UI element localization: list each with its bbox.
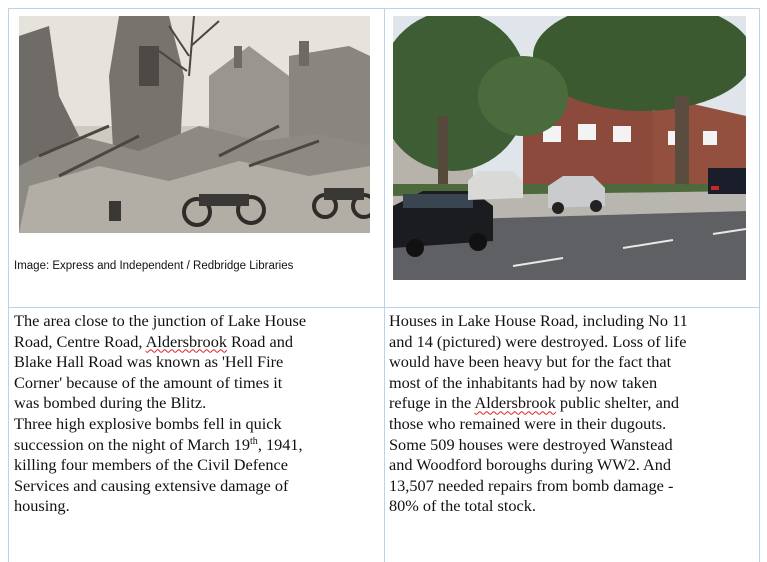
table-border-top <box>8 8 760 9</box>
left-line: Three high explosive bombs fell in quick <box>14 413 282 433</box>
left-line: succession on the night of March 19th, 1941, <box>14 434 303 454</box>
left-line: Blake Hall Road was known as 'Hell Fire <box>14 352 284 372</box>
left-line: killing four members of the Civil Defence <box>14 455 288 475</box>
historic-bomb-damage-photo <box>19 16 370 233</box>
table-row-divider <box>8 307 760 308</box>
ordinal-suffix: th <box>250 435 258 447</box>
right-description <box>389 311 688 517</box>
left-description <box>14 311 306 517</box>
left-line: Corner' because of the amount of times it <box>14 372 283 392</box>
spellcheck-word: Aldersbrook <box>474 393 556 413</box>
right-line: those who remained were in their dugouts. <box>389 413 667 433</box>
right-line: Some 509 houses were destroyed Wanstead <box>389 434 673 454</box>
modern-street-photo <box>393 16 746 280</box>
table-border-left <box>8 8 9 562</box>
left-line: Services and causing extensive damage of <box>14 475 289 495</box>
right-line: Houses in Lake House Road, including No 11 <box>389 311 688 330</box>
right-line: most of the inhabitants had by now taken <box>389 372 658 392</box>
spellcheck-word: Aldersbrook <box>145 331 227 351</box>
table-border-right <box>759 8 760 562</box>
left-line: The area close to the junction of Lake House <box>14 311 307 330</box>
image-credit-caption: Image: Express and Independent / Redbridge Libraries <box>14 260 294 272</box>
right-line: 13,507 needed repairs from bomb damage - <box>389 475 674 495</box>
right-line: would have been heavy but for the fact that <box>389 352 672 372</box>
left-line: was bombed during the Blitz. <box>14 393 207 413</box>
right-line: and 14 (pictured) were destroyed. Loss of life <box>389 331 687 351</box>
right-line: and Woodford boroughs during WW2. And <box>389 455 672 475</box>
right-line: 80% of the total stock. <box>389 496 536 516</box>
left-line: Road, Centre Road, Aldersbrook Road and <box>14 331 293 351</box>
table-divider-center <box>384 8 385 562</box>
right-line: refuge in the Aldersbrook public shelter, and <box>389 393 680 413</box>
left-line: housing. <box>14 496 70 516</box>
